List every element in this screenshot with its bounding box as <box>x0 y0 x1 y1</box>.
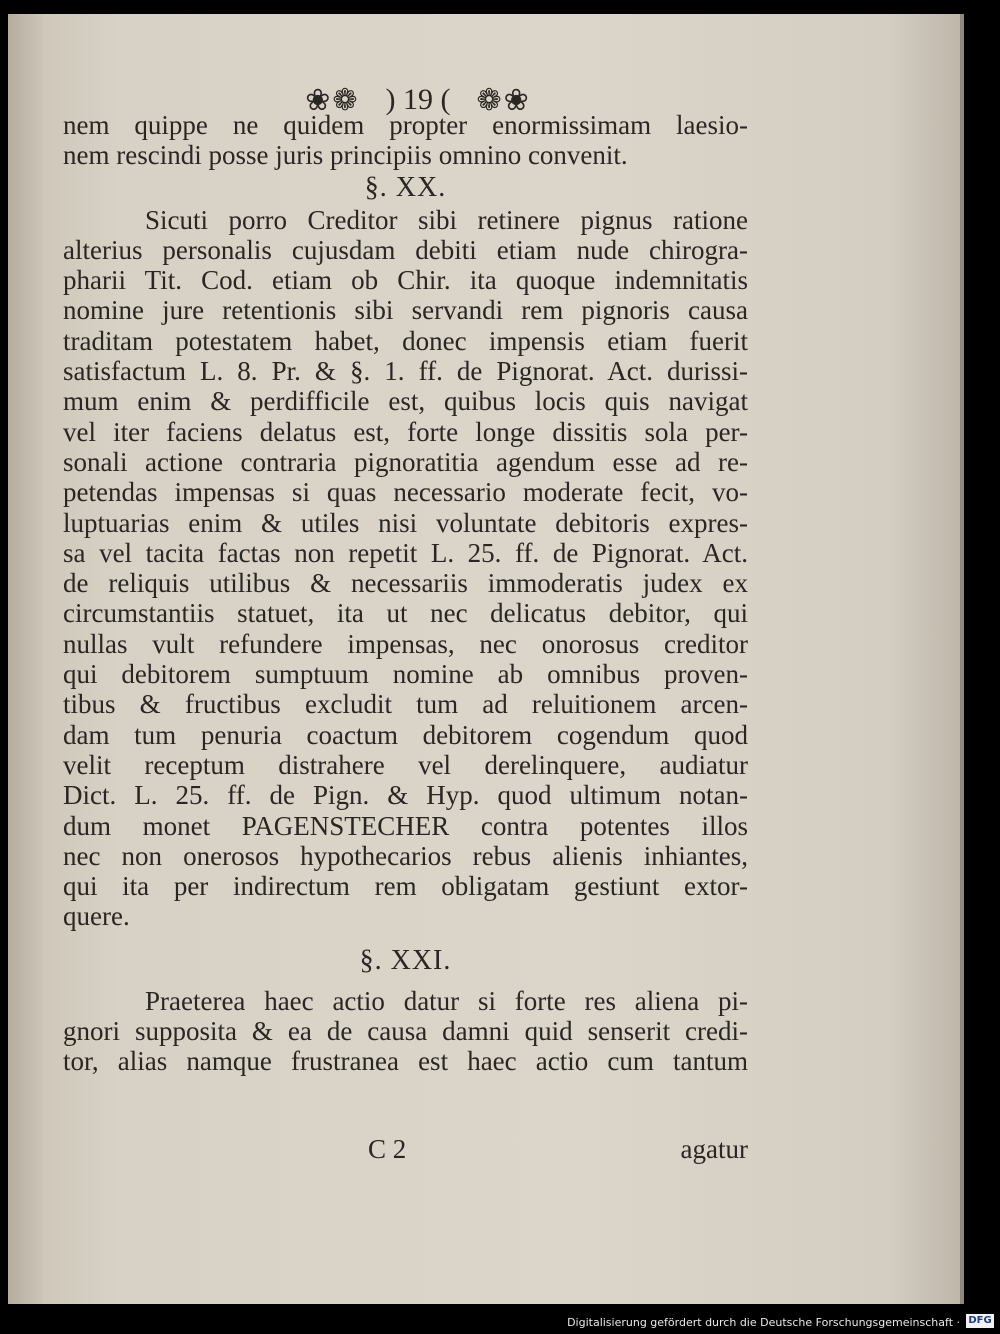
ornament-left: ❀❁ <box>305 83 360 117</box>
text-line: dam tum penuria coactum debitorem cogendum quod <box>63 719 748 750</box>
section-heading-xxi: §. XXI. <box>359 944 452 976</box>
text-line: nec non onerosos hypothecarios rebus alienis inhiantes, <box>63 840 748 871</box>
text-line: de reliquis utilibus & necessariis immoderatis judex ex <box>63 568 748 599</box>
page-footer <box>63 1130 748 1170</box>
text-line: Dict. L. 25. ff. de Pign. & Hyp. quod ultimum notan- <box>63 780 748 811</box>
text-line: tibus & fructibus excludit tum ad reluitionem arcen- <box>63 689 748 720</box>
text-line: sonali actione contraria pignoratitia agendum esse ad re- <box>63 446 748 477</box>
text-line: qui ita per indirectum rem obligatam gestiunt extor- <box>63 871 748 902</box>
text-line: petendas impensas si quas necessario moderate fecit, vo- <box>63 477 748 508</box>
text-line: Praeterea haec actio datur si forte res aliena pi- <box>145 985 748 1016</box>
text-line: sa vel tacita factas non repetit L. 25. ff. de Pignorat. Act. <box>63 537 748 568</box>
text-line: traditam potestatem habet, donec impensis etiam fuerit <box>63 325 748 356</box>
catchword: agatur <box>680 1134 748 1164</box>
ornament-right: ❁❀ <box>476 83 531 117</box>
text-line: pharii Tit. Cod. etiam ob Chir. ita quoque indemnitatis <box>63 265 748 296</box>
text-line: nomine jure retentionis sibi servandi rem pignoris causa <box>63 295 748 326</box>
text-line: gnori supposita & ea de causa damni quid senserit credi- <box>63 1016 748 1047</box>
text-line: luptuarias enim & utiles nisi voluntate debitoris expres- <box>63 507 748 538</box>
text-line: satisfactum L. 8. Pr. & §. 1. ff. de Pignorat. Act. durissi- <box>63 356 748 387</box>
text-line: quere. <box>63 901 130 932</box>
dfg-credit-bar <box>0 1310 1000 1334</box>
text-line: tor, alias namque frustranea est haec actio cum tantum <box>63 1046 748 1077</box>
text-line: circumstantiis statuet, ita ut nec delicatus debitor, qui <box>63 598 748 629</box>
signature-mark: C 2 <box>368 1134 407 1164</box>
text-line: nem quippe ne quidem propter enormissimam laesio- <box>63 110 748 140</box>
text-line: qui debitorem sumptuum nomine ab omnibus proven- <box>63 659 748 690</box>
text-line: dum monet PAGENSTECHER contra potentes illos <box>63 810 748 841</box>
text-line: Sicuti porro Creditor sibi retinere pignus ratione <box>145 204 748 235</box>
page-body <box>63 110 748 1077</box>
text-line: alterius personalis cujusdam debiti etiam nude chirogra- <box>63 234 748 265</box>
text-line: mum enim & perdifficile est, quibus locis quis navigat <box>63 386 748 417</box>
page-number: ) 19 ( <box>385 83 451 116</box>
text-line: velit receptum distrahere vel derelinquere, audiatur <box>63 749 748 780</box>
section-heading-xx: §. XX. <box>364 171 447 203</box>
text-line: nullas vult refundere impensas, nec onorosus creditor <box>63 628 748 659</box>
dfg-credit-text: Digitalisierung gefördert durch die Deutsche Forschungsgemeinschaft · <box>567 1316 960 1329</box>
text-line: nem rescindi posse juris principiis omnino convenit. <box>63 140 628 171</box>
dfg-logo: DFG <box>966 1314 994 1328</box>
text-line: vel iter faciens delatus est, forte longe dissitis sola per- <box>63 416 748 447</box>
